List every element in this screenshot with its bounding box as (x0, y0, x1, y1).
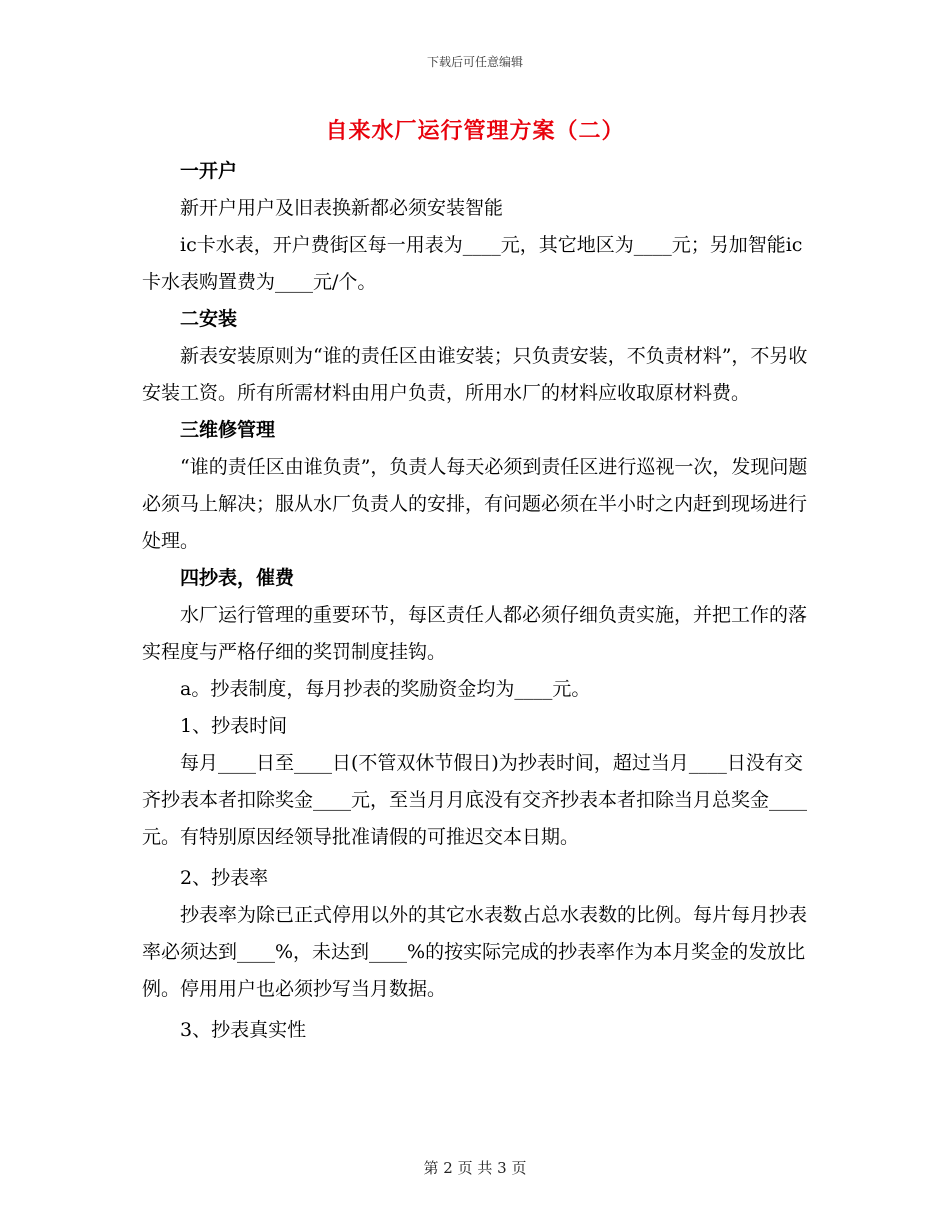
section-heading: 二安装 (180, 308, 238, 330)
document-body (142, 153, 810, 1049)
paragraph: 每月____日至____日(不管双休节假日)为抄表时间，超过当月____日没有交齐抄表本者扣除奖金____元，至当月月底没有交齐抄表本者扣除当月总奖金____元。有特别原因经领导批准请假的可推迟交本日期。 (142, 752, 808, 848)
paragraph: a。抄表制度，每月抄表的奖励资金均为____元。 (180, 678, 591, 700)
document-title: 自来水厂运行管理方案（二） (325, 118, 625, 144)
paragraph: 新开户用户及旧表换新都必须安装智能 (180, 197, 504, 219)
page-number: 第 2 页 共 3 页 (423, 1159, 527, 1177)
paragraph: ic卡水表，开户费街区每一用表为____元，其它地区为____元；另加智能ic卡水表购置费为____元/个。 (142, 234, 803, 293)
header-note: 下载后可任意编辑 (426, 55, 523, 69)
section-heading: 一开户 (180, 160, 238, 182)
paragraph: 水厂运行管理的重要环节，每区责任人都必须仔细负责实施，并把工作的落实程度与严格仔细的奖罚制度挂钩。 (142, 604, 808, 663)
paragraph: 抄表率为除已正式停用以外的其它水表数占总水表数的比例。每片每月抄表率必须达到____%，未达到____%的按实际完成的抄表率作为本月奖金的发放比例。停用用户也必须抄写当月数据。 (142, 904, 808, 1000)
section-heading: 四抄表，催费 (180, 567, 295, 589)
paragraph: “谁的责任区由谁负责”，负责人每天必须到责任区进行巡视一次，发现问题必须马上解决；服从水厂负责人的安排，有问题必须在半小时之内赶到现场进行处理。 (142, 456, 808, 552)
paragraph: 新表安装原则为“谁的责任区由谁安装；只负责安装，不负责材料”，不另收安装工资。所有所需材料由用户负责，所用水厂的材料应收取原材料费。 (142, 345, 808, 404)
section-heading: 三维修管理 (180, 419, 276, 441)
subheading: 2、抄表率 (180, 867, 269, 889)
subheading: 1、抄表时间 (180, 715, 288, 737)
subheading: 3、抄表真实性 (180, 1019, 307, 1041)
